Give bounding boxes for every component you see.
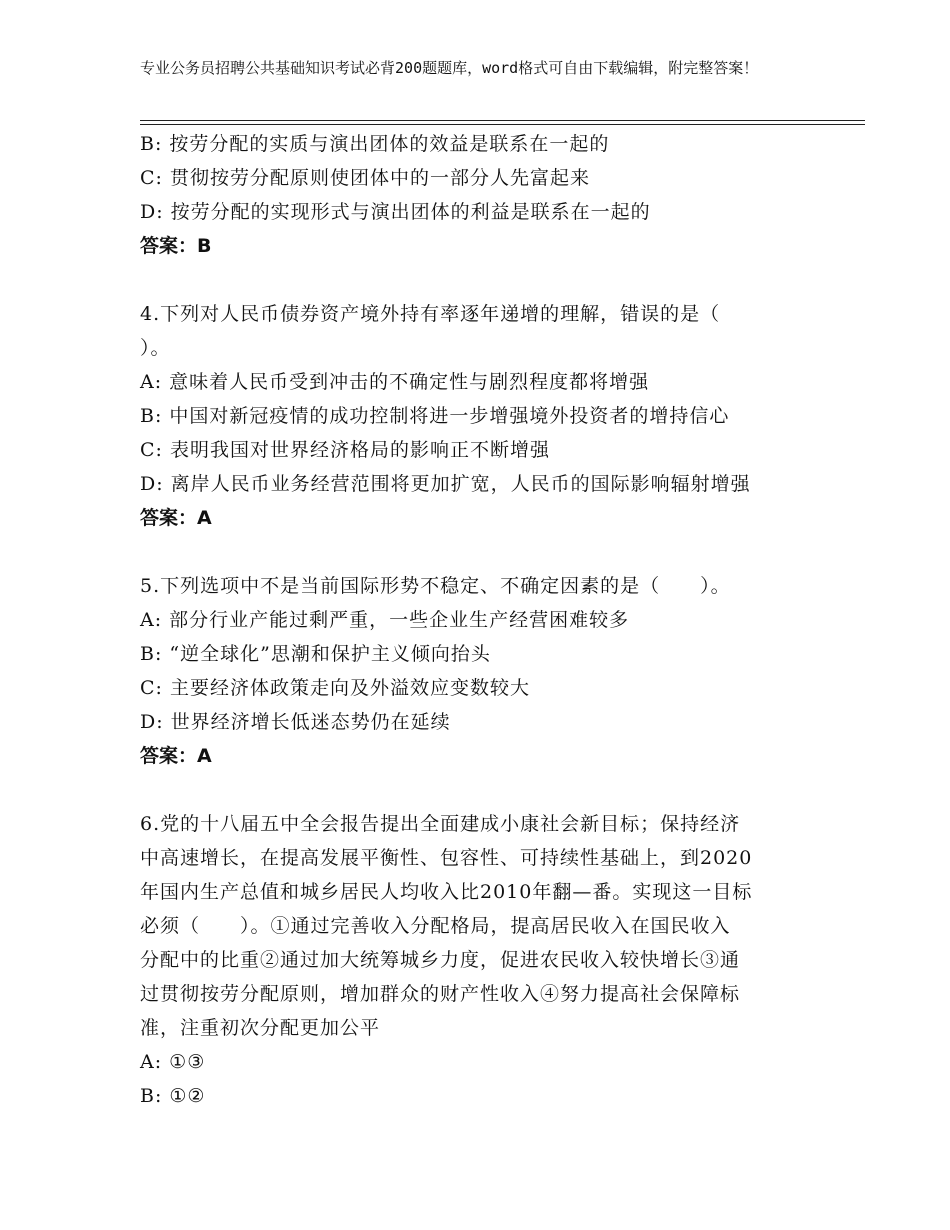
spacer: [140, 535, 820, 569]
header-text: 专业公务员招聘公共基础知识考试必背200题题库，word格式可自由下载编辑，附完整答案！: [140, 59, 759, 77]
question-text-line: 必须（ ）。①通过完善收入分配格局，提高居民收入在国民收入: [140, 915, 731, 937]
question-text-line: 分配中的比重②通过加大统筹城乡力度，促进农民收入较快增长③通: [140, 949, 741, 971]
question-text-line: 过贯彻按劳分配原则，增加群众的财产性收入④努力提高社会保障标: [140, 983, 741, 1005]
option-b: B: “逆全球化”思潮和保护主义倾向抬头: [140, 643, 491, 665]
question-4: [140, 297, 820, 535]
question-text-line: 准，注重初次分配更加公平: [140, 1017, 381, 1039]
option-c: C: 主要经济体政策走向及外溢效应变数较大: [140, 677, 530, 699]
spacer: [140, 773, 820, 807]
option-d: D: 按劳分配的实现形式与演出团体的利益是联系在一起的: [140, 201, 651, 223]
option-a: A: 意味着人民币受到冲击的不确定性与剧烈程度都将增强: [140, 371, 650, 393]
document-header: [140, 58, 820, 79]
question-text-line: 年国内生产总值和城乡居民人均收入比2010年翻—番。实现这一目标: [140, 881, 753, 903]
question-text-line: 6.党的十八届五中全会报告提出全面建成小康社会新目标；保持经济: [140, 813, 741, 835]
question-text-line: ）。: [140, 337, 171, 359]
option-d: D: 离岸人民币业务经营范围将更加扩宽，人民币的国际影响辐射增强: [140, 473, 751, 495]
option-a: A: 部分行业产能过剩严重，一些企业生产经营困难较多: [140, 609, 630, 631]
question-text-line: 5.下列选项中不是当前国际形势不稳定、不确定因素的是（ ）。: [140, 575, 731, 597]
header-rule-top: [140, 120, 865, 121]
spacer: [140, 263, 820, 297]
option-c: C: 贯彻按劳分配原则使团体中的一部分人先富起来: [140, 167, 590, 189]
header-rule-bottom: [140, 124, 865, 125]
answer-line: 答案：A: [140, 745, 212, 767]
question-continued: [140, 127, 820, 263]
question-text-line: 4.下列对人民币债券资产境外持有率逐年递增的理解，错误的是（: [140, 303, 721, 325]
option-b: B: ①②: [140, 1085, 206, 1107]
option-d: D: 世界经济增长低迷态势仍在延续: [140, 711, 451, 733]
question-6: [140, 807, 820, 1113]
question-text-line: 中高速增长，在提高发展平衡性、包容性、可持续性基础上，到2020: [140, 847, 753, 869]
question-5: [140, 569, 820, 773]
answer-line: 答案：A: [140, 507, 212, 529]
question-list: [140, 127, 820, 1113]
option-b: B: 中国对新冠疫情的成功控制将进一步增强境外投资者的增持信心: [140, 405, 730, 427]
option-a: A: ①③: [140, 1051, 206, 1073]
answer-line: 答案：B: [140, 235, 212, 257]
option-b: B: 按劳分配的实质与演出团体的效益是联系在一起的: [140, 133, 610, 155]
option-c: C: 表明我国对世界经济格局的影响正不断增强: [140, 439, 550, 461]
